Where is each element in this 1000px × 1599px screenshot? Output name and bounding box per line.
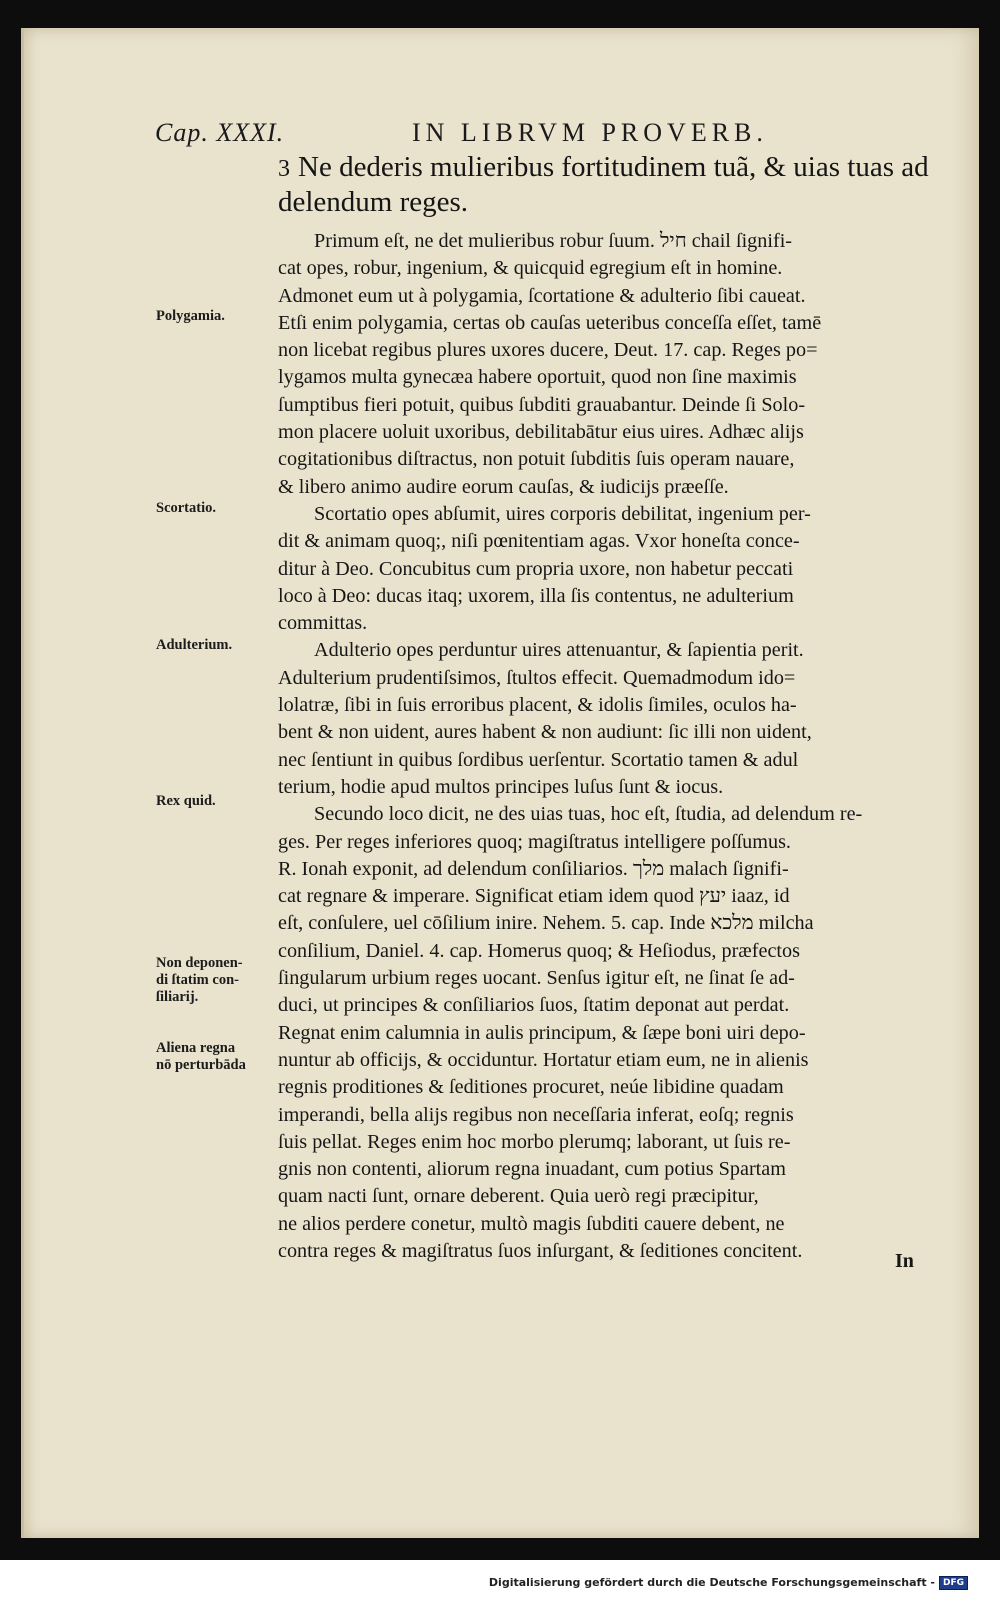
text-line: Primum eſt, ne det mulieribus robur ſuum. חיל chail ſignifi- <box>314 230 793 252</box>
text-line: gnis non contenti, aliorum regna inuadant, cum potius Spartam <box>278 1158 786 1181</box>
text-line: duci, ut principes & conſiliarios ſuos, ſtatim deponat aut perdat. <box>278 994 790 1017</box>
text-line: R. Ionah exponit, ad delendum conſiliarios. מלך malach ſignifi- <box>278 857 789 880</box>
text-line: ne alios perdere conetur, multò magis ſubditi cauere debent, ne <box>278 1212 785 1235</box>
text-line: Etſi enim polygamia, certas ob cauſas ueteribus conceſſa eſſet, tamē <box>278 311 822 334</box>
marginal-note-non-deponendi <box>156 955 274 1006</box>
text-line: imperandi, bella alijs regibus non neceſſaria inferat, eoſq; regnis <box>278 1103 794 1126</box>
text-line: lygamos multa gynecæa habere oportuit, quod non ſine maximis <box>278 366 797 389</box>
text-line: non licebat regibus plures uxores ducere, Deut. 17. cap. Reges po= <box>278 339 818 362</box>
marginal-note-aliena-regna <box>156 1040 274 1074</box>
text-line: lolatræ, ſibi in ſuis erroribus placent, & idolis ſimiles, oculos ha- <box>278 694 797 717</box>
text-line: conſilium, Daniel. 4. cap. Homerus quoq; & Heſiodus, præfectos <box>278 939 800 962</box>
marginal-note-rex-quid: Rex quid. <box>156 793 216 809</box>
catchword: In <box>895 1250 914 1272</box>
text-line: ſingularum urbium reges uocant. Senſus igitur eſt, ne ſinat ſe ad- <box>278 967 795 990</box>
text-line: loco à Deo: ducas itaq; uxorem, illa ſis contentus, ne adulterium <box>278 584 794 607</box>
running-title: IN LIBRVM PROVERB. <box>412 118 768 147</box>
verse-heading <box>278 151 938 219</box>
marginal-line: ſiliarij. <box>156 989 199 1005</box>
verse-number: 3 <box>278 156 290 182</box>
credit-text: Digitalisierung gefördert durch die Deutsche Forschungsgemeinschaft - <box>488 1576 935 1589</box>
text-line: regnis proditiones & ſeditiones procuret, neúe libidine quadam <box>278 1076 784 1099</box>
text-line: Regnat enim calumnia in aulis principum, & ſæpe boni uiri depo- <box>278 1021 806 1044</box>
text-line: ditur à Deo. Concubitus cum propria uxore, non habetur peccati <box>278 557 794 580</box>
text-line: terium, hodie apud multos principes luſus ſunt & iocus. <box>278 775 724 798</box>
text-line: cat opes, robur, ingenium, & quicquid egregium eſt in homine. <box>278 257 783 280</box>
text-line: Adulterium prudentiſsimos, ſtultos effecit. Quemadmodum ido= <box>278 666 796 689</box>
text-line: Admonet eum ut à polygamia, ſcortatione & adulterio ſibi caueat. <box>278 284 806 307</box>
text-line: Secundo loco dicit, ne des uias tuas, hoc eſt, ſtudia, ad delendum re- <box>314 803 863 826</box>
marginal-line: di ſtatim con- <box>156 972 239 988</box>
text-line: cat regnare & imperare. Significat etiam idem quod יעץ iaaz, id <box>278 885 790 908</box>
text-line: Adulterio opes perduntur uires attenuantur, & ſapientia perit. <box>314 639 804 662</box>
marginal-note-scortatio: Scortatio. <box>156 500 216 516</box>
text-line: ges. Per reges inferiores quoq; magiſtratus intelligere poſſumus. <box>278 830 791 853</box>
text-line: contra reges & magiſtratus ſuos inſurgant, & ſeditiones concitent. <box>278 1239 803 1262</box>
text-line: dit & animam quoq;, niſi pœnitentiam agas. Vxor honeſta conce- <box>278 530 800 553</box>
text-line: cogitationibus diſtractus, non potuit ſubditis ſuis operam nauare, <box>278 448 795 471</box>
marginal-line: nō perturbāda <box>156 1057 246 1073</box>
chapter-label: Cap. XXXI. <box>155 118 285 147</box>
marginal-line: Aliena regna <box>156 1040 236 1056</box>
text-line: ſuis pellat. Reges enim hoc morbo plerumq; laborant, ut ſuis re- <box>278 1130 791 1153</box>
marginal-note-polygamia: Polygamia. <box>156 308 225 324</box>
digitization-credit <box>489 1576 968 1590</box>
text-line: & libero animo audire eorum cauſas, & iudicijs præeſſe. <box>278 475 729 498</box>
text-line: nuntur ab officijs, & occiduntur. Hortatur etiam eum, ne in alienis <box>278 1048 809 1071</box>
marginal-note-adulterium: Adulterium. <box>156 637 233 653</box>
verse-text: Ne dederis mulieribus fortitudinem tuã, & uias tuas ad delendum reges. <box>278 151 929 218</box>
marginal-line: Non deponen- <box>156 955 243 971</box>
text-line: mon placere uoluit uxoribus, debilitabātur eius uires. Adhæc alijs <box>278 421 804 444</box>
commentary-body <box>278 228 938 1265</box>
text-line: ſumptibus fieri potuit, quibus ſubditi grauabantur. Deinde ſi Solo- <box>278 393 806 416</box>
text-line: bent & non uident, aures habent & non audiunt: ſic illi non uident, <box>278 721 812 744</box>
text-line: eſt, conſulere, uel cōſilium inire. Nehem. 5. cap. Inde מלכא milcha <box>278 912 814 935</box>
text-line: Scortatio opes abſumit, uires corporis debilitat, ingenium per- <box>314 502 811 525</box>
dfg-logo: DFG <box>939 1576 968 1590</box>
text-line: nec ſentiunt in quibus ſordibus uerſentur. Scortatio tamen & adul <box>278 748 799 771</box>
page-header <box>155 118 815 146</box>
text-line: committas. <box>278 612 368 635</box>
text-line: quam nacti ſunt, ornare deberent. Quia uerò regi præcipitur, <box>278 1185 759 1208</box>
